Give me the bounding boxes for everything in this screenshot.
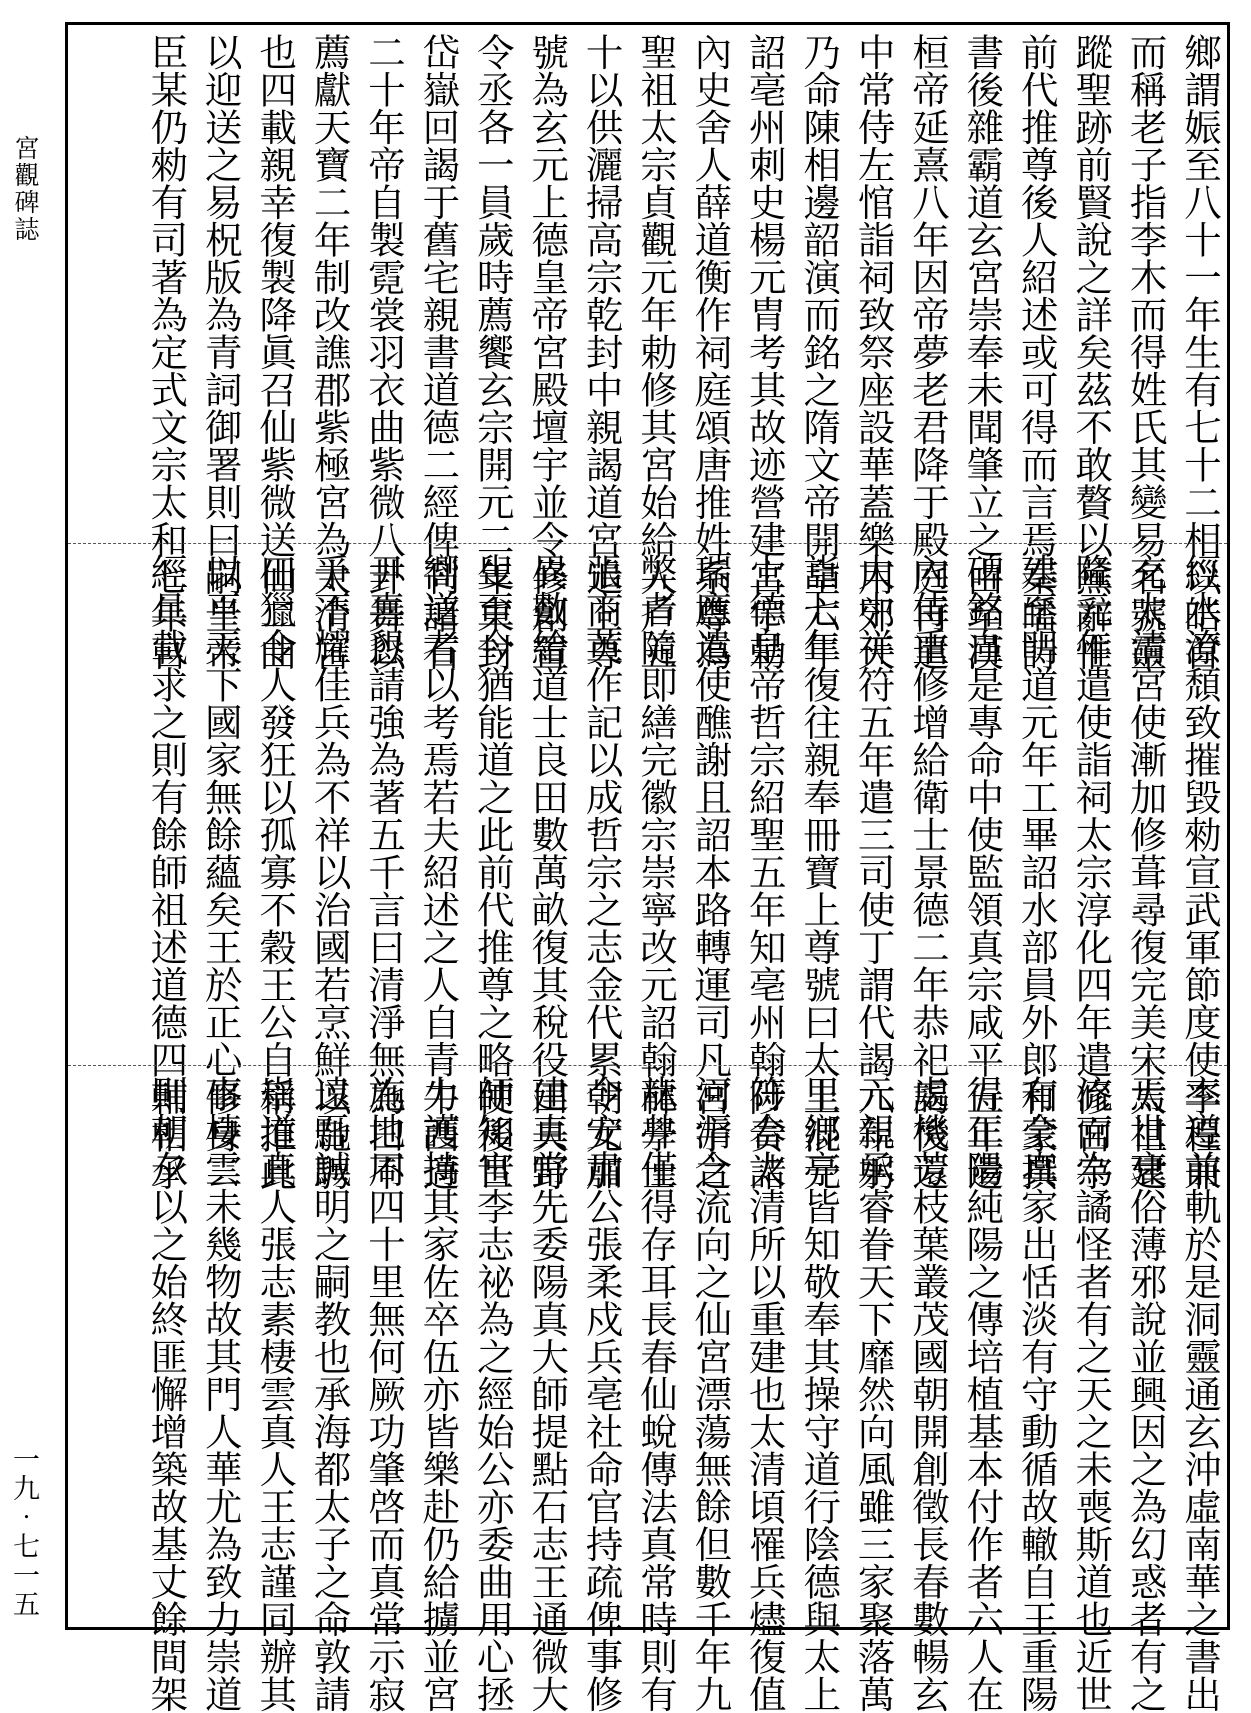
text-column: 臣某仍勑有司著為定式文宗太和七年宮 — [144, 33, 189, 671]
text-column: 內侍重修增給衛士景德二年恭祀謁後還 — [906, 553, 950, 1191]
text-column: 令丞各一員歲時薦饗玄宗開元二年東封 — [470, 33, 515, 671]
text-column: 以迎送之易柷版為青詞御署則曰嗣皇帝 — [198, 33, 243, 671]
text-column: 薦獻天寶二年制改譙郡紫極宮為太清宮 — [307, 33, 352, 671]
text-column: 隆元年遣使詣祠太宗淳化四年遣修宮宇 — [1069, 553, 1114, 1191]
text-column: 蹤聖跡前賢說之詳矣茲不敢贅以蕪辭惟 — [1069, 33, 1114, 671]
text-column: 桓帝延熹八年因帝夢老君降于殿庭再遣 — [906, 33, 950, 671]
text-column: 遠吾誠明之嗣教也承海都太子之命敦請 — [307, 1075, 352, 1713]
text-column: 元親承睿眷天下靡然向風雖三家聚落萬 — [851, 1075, 896, 1713]
text-column: 得正陽純陽之傳培植基本付作者六人在 — [960, 1075, 1005, 1713]
text-column: 師知宮李志祕為之經始公亦委曲用心拯 — [470, 1075, 515, 1713]
text-column: 碑銘自是專命中使監領真宗咸平五年遣 — [960, 553, 1005, 1191]
text-column: 乃命陳相邊韶演而銘之隋文帝開皇六年 — [797, 33, 842, 671]
text-column: 中常侍左悺詣祠致祭座設華蓋樂用郊天 — [851, 33, 896, 671]
text-column: 有全真家出恬淡有守動循故轍自王重陽 — [1014, 1075, 1059, 1713]
text-column: 以平天下國家無餘蘊矣王於正心修身二 — [198, 553, 243, 1191]
page-number: 一九‧七一五 — [8, 1445, 39, 1619]
text-column: 詣七年復往親奉冊寶上尊號曰太上混元 — [797, 553, 842, 1191]
text-column: 二十年帝自製霓裳羽衣曲紫微八卦舞以 — [362, 33, 406, 671]
text-column: 聖祖太宗貞觀元年勅修其宮始給人戶五 — [634, 33, 678, 671]
text-panel-top — [68, 33, 1227, 671]
text-column: 事棲雲未幾物故其門人華尤為致力崇道 — [198, 1075, 243, 1713]
panel-divider — [68, 1065, 1227, 1066]
panel-divider — [68, 543, 1227, 544]
text-column: 號為玄元上德皇帝宮殿壇宇並令修創置 — [525, 33, 570, 671]
page-frame — [65, 22, 1230, 1713]
text-column: 也四載親幸復製降眞召仙紫微送仙二曲 — [253, 33, 298, 671]
text-column: 符合太清所以重建也太清頃罹兵燼復值 — [742, 1075, 787, 1713]
text-column: 河漘合流向之仙宮漂蕩無餘但數千年九 — [688, 1075, 733, 1713]
book-title: 宮觀碑誌 — [11, 135, 40, 243]
text-column: 十以供灑掃高宗乾封中親謁道宮追上尊 — [579, 33, 624, 671]
text-column: 前代推尊後人紹述或可得而言焉秦皤詩 — [1014, 33, 1059, 671]
text-column: 異數給道士良田數萬畝復其稅役田夫野 — [525, 553, 570, 1191]
text-column: 焉世衰俗薄邪說並興因之為幻惑者有之 — [1123, 1075, 1168, 1713]
text-column: 經水潦頹致摧毀勑宣武軍節度使李程兼 — [1178, 553, 1222, 1191]
text-column: 田獵令人發狂以孤寡不穀王公自稱推此 — [253, 553, 298, 1191]
text-column: 建真常先委陽真大師提點石志王通微大 — [525, 1075, 570, 1713]
text-column: 上德皇帝哲宗紹聖五年知亳州翰陟奏諸 — [742, 553, 787, 1191]
text-column: 鄉謂娠至八十一年生有七十二相以皓首 — [1178, 33, 1222, 671]
text-column: 龍井僅得存耳長春仙蛻傳法真常時則有 — [634, 1075, 678, 1713]
text-column: 嚮道者以考焉若夫紹述之人自青牛西邁 — [416, 553, 461, 1191]
text-panel-middle — [68, 553, 1227, 1191]
text-column: 里鄉亭皆知敬奉其操守道行陰德與太上 — [797, 1075, 842, 1713]
text-column: 則朝夕以之始終匪懈增築故基丈餘間架 — [144, 1075, 189, 1713]
text-column: 弊者隨即繕完徽宗崇寧改元詔翰林學士 — [634, 553, 678, 1191]
text-column: 崇道真人張志素棲雲真人王志謹同辦其 — [253, 1075, 298, 1713]
text-column: 瑞應遣使醮謝且詔本路轉運司凡宮宇之 — [688, 553, 733, 1191]
text-column: 經具載求之則有餘師祖述道德四輔相承 — [144, 553, 189, 1191]
text-column: 爭不耀佳兵為不祥以治國若烹鮮以馳騁 — [307, 553, 352, 1191]
text-column: 大中祥符五年遣三司使丁謂代謁六年躬 — [851, 553, 896, 1191]
text-column: 而稱老子指李木而得姓氏其變易名號靈 — [1123, 33, 1168, 671]
text-column: 施地周四十里無何厥功肇啓而真常示寂 — [362, 1075, 406, 1713]
text-column: 內史舍人薛道衡作祠庭頌唐推姓系尊為 — [688, 33, 733, 671]
text-column: 處機芳枝葉叢茂國朝開創徵長春數暢玄 — [906, 1075, 950, 1713]
text-column: 力護持其家佐卒伍亦皆樂赴仍給擄並宮 — [416, 1075, 461, 1713]
text-column: 建至明道元年工畢詔水部員外郎和蒙撰 — [1014, 553, 1059, 1191]
text-column: 叟至今猶能道之此前代推尊之略使後世 — [470, 553, 515, 1191]
text-column: 流而為譎怪者有之天之未喪斯道也近世 — [1069, 1075, 1114, 1713]
text-column: 詔亳州刺史楊元胄考其故迹營建宮宇勅 — [742, 33, 787, 671]
text-column: 張商英作記以成哲宗之志金代累朝尤加 — [579, 553, 624, 1191]
text-column: 書後雜霸道玄宮崇奉未聞肇立之由至漢 — [960, 33, 1005, 671]
text-panel-bottom — [68, 1075, 1227, 1713]
text-column: 尹喜懇請強為著五千言曰清淨無為曰不 — [362, 553, 406, 1191]
text-column: 率遵前軌於是洞靈通玄沖虛南華之書出 — [1178, 1075, 1222, 1713]
text-column: 令安肅公張柔戍兵亳社命官持疏俾事修 — [579, 1075, 624, 1713]
text-column: 岱嶽回謁于舊宅親書道德二經俾刊諸石 — [416, 33, 461, 671]
text-column: 充太清宮使漸加修葺尋復完美宋太祖建 — [1123, 553, 1168, 1191]
